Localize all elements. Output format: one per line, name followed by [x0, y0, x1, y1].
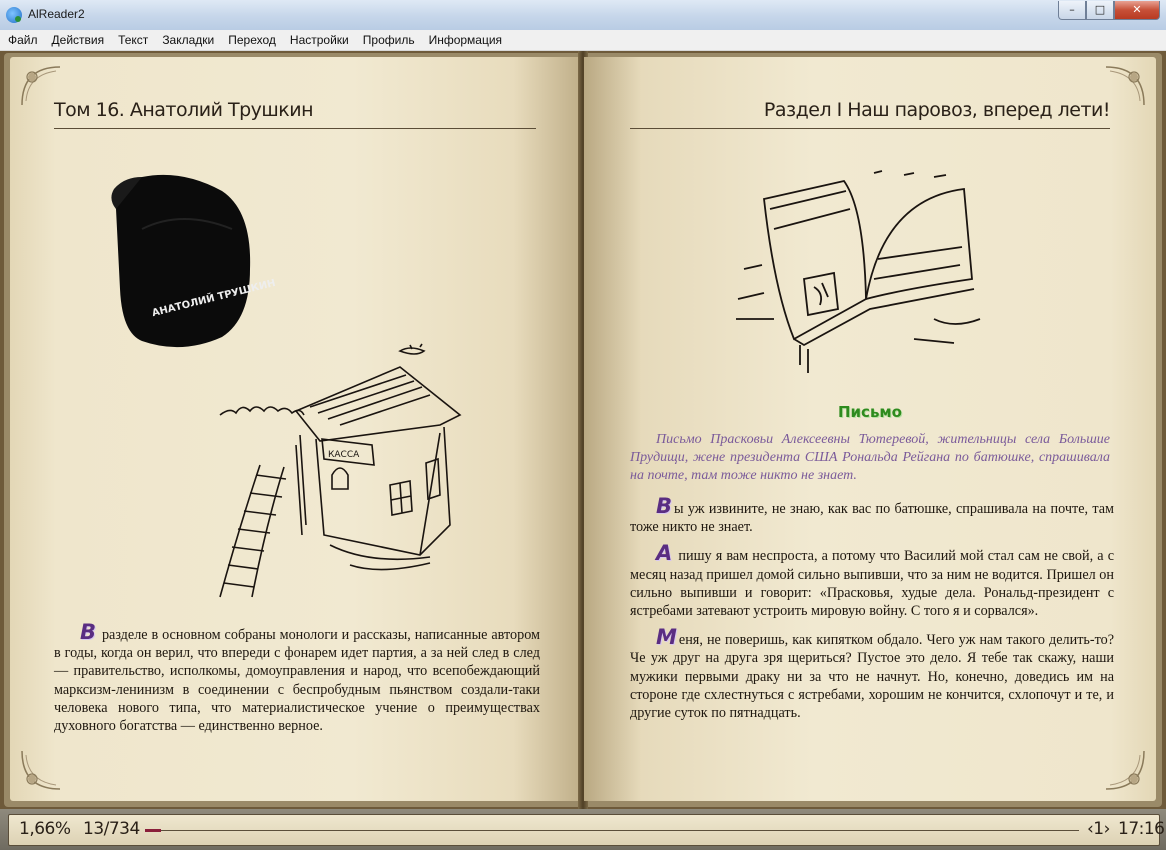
cap-illustration — [102, 169, 277, 359]
paragraph — [630, 494, 1114, 536]
chapter-title: Письмо — [837, 403, 902, 421]
corner-ornament-icon — [18, 747, 64, 793]
corner-ornament-icon — [1102, 747, 1148, 793]
dropcap: А — [656, 541, 673, 566]
status-panel — [8, 814, 1165, 846]
menu-settings[interactable]: Настройки — [289, 33, 349, 47]
open-book-sketch-illustration — [734, 169, 984, 381]
alreader-globe-icon[interactable] — [6, 7, 22, 23]
menu-text[interactable]: Текст — [118, 33, 149, 47]
status-bar — [0, 809, 1166, 850]
progress-percent: 1,66% — [19, 819, 71, 839]
menu-navigate[interactable]: Переход — [228, 33, 276, 47]
station-sign-text: КАССА — [328, 450, 360, 460]
maximize-button[interactable]: □ — [1086, 1, 1114, 20]
right-page-text — [630, 494, 1114, 730]
left-page[interactable] — [10, 57, 582, 801]
left-page-header: Том 16. Анатолий Трушкин — [54, 99, 314, 121]
menu-profile[interactable]: Профиль — [362, 33, 415, 47]
left-header-divider — [54, 128, 536, 129]
menu-file[interactable]: Файл — [8, 33, 38, 47]
paragraph-text: разделе в основном собраны монологи и рассказы, написанные автором в годы, когда он верил, что впереди с фонарем идет партия, а за ней след в след — правительство, исполкомы, домоуправления и народ, что всепобеждающий марксизм-ленинизм в соединении с беспробудным пьянством создали-таки человека нового типа, что материалистическое учение о преимуществах духовного богатства — единственно верное. — [54, 627, 540, 735]
paragraph-text: пишу я вам неспроста, а потому что Василий мой стал сам не свой, а с месяц назад пришел домой сильно выпивши, что за ним не водится. Пришел он сильно выпивши и говорит: «Прасковья, худые дела. Рональд-президент с ястребами затевают устроить мировую войну. С того я и сорвался». — [630, 548, 1114, 620]
clock: 17:16 — [1118, 819, 1165, 839]
paragraph — [630, 625, 1114, 722]
title-bar — [0, 0, 1166, 31]
station-sketch-illustration — [200, 335, 500, 605]
left-page-text — [54, 620, 540, 743]
progress-track[interactable] — [145, 830, 1079, 831]
dropcap: В — [80, 620, 97, 644]
dropcap: В — [656, 494, 673, 518]
paragraph-text: еня, не поверишь, как кипятком обдало. Чего уж нам такого делить-то? Че уж друг на друга зря щериться? Пустое это дело. Я тебе так скажу, наши мужики первыми драку ни за что не начнут. Но, конечно, доведись им на стороне где схлестнуться с ястребами, хорошим не кончится, схлопочут и те, и другие суток по пятнадцать. — [630, 632, 1114, 722]
page-counter[interactable]: 13/734 — [83, 819, 140, 839]
menu-actions[interactable]: Действия — [51, 33, 105, 47]
chapter-indicator[interactable]: ‹1› — [1087, 819, 1110, 839]
right-page[interactable] — [584, 57, 1156, 801]
menu-info[interactable]: Информация — [428, 33, 503, 47]
minimize-button[interactable]: – — [1058, 1, 1086, 20]
book-view[interactable] — [0, 51, 1166, 809]
progress-fill — [145, 829, 161, 832]
menu-bar — [0, 30, 1166, 51]
paragraph — [630, 541, 1114, 620]
window-title: AlReader2 — [28, 7, 85, 21]
window-controls — [1058, 1, 1160, 20]
dropcap: М — [656, 625, 677, 650]
paragraph-text: ы уж извините, не знаю, как вас по батюшке, спрашивала на почте, там тоже никто не знает. — [630, 501, 1114, 536]
cap-text: АНАТОЛИЙ ТРУШКИН — [150, 277, 277, 320]
close-button[interactable]: ✕ — [1114, 1, 1160, 20]
right-page-header: Раздел I Наш паровоз, вперед лети! — [763, 99, 1110, 121]
right-header-divider — [630, 128, 1110, 129]
menu-bookmarks[interactable]: Закладки — [162, 33, 215, 47]
epigraph: Письмо Прасковьи Алексеевны Тютеревой, жительницы села Большие Прудищи, жене президента США Рональда Рейгана по батюшке, спрашивала на почте, там тоже никто не знает. — [630, 432, 1110, 483]
